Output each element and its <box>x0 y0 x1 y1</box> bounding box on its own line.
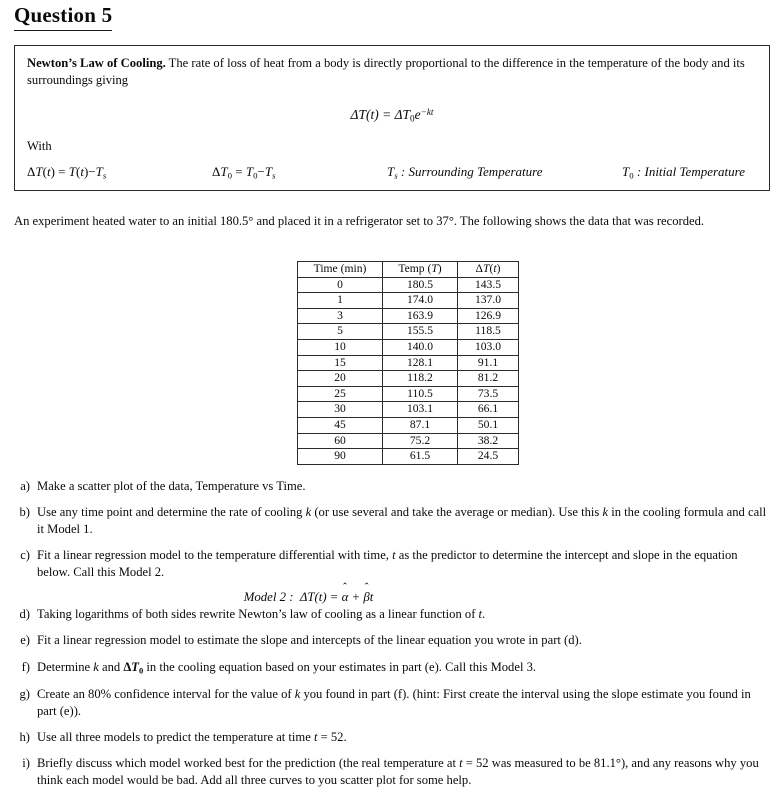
question-marker: a) <box>20 479 30 493</box>
table-row <box>298 371 519 387</box>
table-row <box>298 277 519 293</box>
cell-time: 30 <box>298 402 383 418</box>
definition-box <box>14 45 770 191</box>
cell-time: 10 <box>298 339 383 355</box>
table-row <box>298 386 519 402</box>
question-item <box>10 504 772 537</box>
question-text: Fit a linear regression model to estimate the slope and intercepts of the linear equation you wrote in part (d). <box>37 633 582 648</box>
question-item-row <box>10 755 772 788</box>
question-item-row <box>10 729 772 746</box>
with-label: With <box>27 139 52 154</box>
definition-initial-temp: $T_0$ : Initial Temperature <box>622 164 745 181</box>
table-body <box>298 277 519 464</box>
table-row <box>298 449 519 465</box>
cell-delta-t: 103.0 <box>458 339 519 355</box>
data-table-container <box>297 261 519 465</box>
cell-time: 3 <box>298 308 383 324</box>
question-item <box>10 547 772 605</box>
question-item <box>10 729 772 746</box>
cell-temp: 118.2 <box>383 371 458 387</box>
cell-time: 20 <box>298 371 383 387</box>
column-header-deltat: ΔT(t) <box>458 262 519 278</box>
question-item-row <box>10 686 772 719</box>
cell-temp: 61.5 <box>383 449 458 465</box>
cell-delta-t: 73.5 <box>458 386 519 402</box>
cell-temp: 155.5 <box>383 324 458 340</box>
question-text: Use all three models to predict the temperature at time t = 52. <box>37 729 347 744</box>
question-text: Briefly discuss which model worked best for the prediction (the real temperature at t = 52 was measured to be 81.1°), and any reasons why you think each model would be bad. Add all three curves to you scatter plot for some help. <box>37 756 759 787</box>
table-head <box>298 262 519 278</box>
cell-delta-t: 91.1 <box>458 355 519 371</box>
definition-lead-paragraph <box>27 55 757 89</box>
question-item-row <box>10 547 772 580</box>
column-header-time: Time (min) <box>298 262 383 278</box>
cell-time: 25 <box>298 386 383 402</box>
definition-delta-t0: $\Delta T_0 = T_0-T_s$ <box>212 164 276 181</box>
cell-delta-t: 143.5 <box>458 277 519 293</box>
cell-time: 60 <box>298 433 383 449</box>
question-item-row <box>10 632 772 649</box>
question-marker: h) <box>19 729 30 744</box>
table-row <box>298 402 519 418</box>
definition-heading: Newton’s Law of Cooling. <box>27 56 166 70</box>
question-text: Use any time point and determine the rate of cooling k (or use several and take the average or median). Use this k in the cooling formula and call it Model 1. <box>37 505 767 536</box>
question-text: Fit a linear regression model to the temperature differential with time, t as the predictor to determine the intercept and slope in the equation below. Call this Model 2. <box>37 548 738 579</box>
page-title: Question 5 <box>14 2 112 31</box>
cell-temp: 163.9 <box>383 308 458 324</box>
question-item-row <box>10 504 772 537</box>
table-row <box>298 293 519 309</box>
cell-time: 90 <box>298 449 383 465</box>
question-item-row <box>10 606 772 623</box>
cell-delta-t: 38.2 <box>458 433 519 449</box>
question-marker: f) <box>21 659 30 674</box>
question-item <box>10 606 772 623</box>
table-header-row <box>298 262 519 278</box>
table-row <box>298 324 519 340</box>
definition-surrounding-temp: $T_s$ : Surrounding Temperature <box>387 164 543 181</box>
cell-delta-t: 137.0 <box>458 293 519 309</box>
cell-time: 45 <box>298 417 383 433</box>
cell-time: 5 <box>298 324 383 340</box>
table-row <box>298 339 519 355</box>
question-marker: g) <box>19 686 30 701</box>
newton-cooling-equation-text: $\Delta T(t) = \Delta T_0e^{-kt}$ <box>350 106 434 124</box>
model-2-equation: Model 2 : ΔT(t) = α + βt <box>243 590 374 605</box>
cell-delta-t: 81.2 <box>458 371 519 387</box>
cell-temp: 103.1 <box>383 402 458 418</box>
cell-time: 1 <box>298 293 383 309</box>
cell-delta-t: 126.9 <box>458 308 519 324</box>
cell-temp: 128.1 <box>383 355 458 371</box>
question-text: Taking logarithms of both sides rewrite Newton’s law of cooling as a linear function of t. <box>37 607 486 622</box>
cell-temp: 110.5 <box>383 386 458 402</box>
question-marker: i) <box>22 756 30 771</box>
question-marker: b) <box>19 505 30 520</box>
newton-cooling-equation <box>27 107 757 124</box>
cell-delta-t: 50.1 <box>458 417 519 433</box>
definition-delta-t: $\Delta T(t) = T(t)-T_s$ <box>27 164 107 181</box>
table-row <box>298 308 519 324</box>
cell-temp: 174.0 <box>383 293 458 309</box>
question-item-row <box>10 659 772 677</box>
question-item <box>10 755 772 788</box>
cell-time: 15 <box>298 355 383 371</box>
intro-paragraph: An experiment heated water to an initial 180.5° and placed it in a refrigerator set to 37°. The following shows the data that was recorded. <box>14 214 705 228</box>
cell-delta-t: 66.1 <box>458 402 519 418</box>
question-marker: c) <box>20 548 30 563</box>
cell-time: 0 <box>298 277 383 293</box>
definition-symbols-row <box>27 164 757 180</box>
question-list <box>10 478 772 798</box>
question-item-row <box>10 478 772 495</box>
cell-temp: 75.2 <box>383 433 458 449</box>
question-marker: d) <box>19 607 30 622</box>
cell-delta-t: 24.5 <box>458 449 519 465</box>
definition-lead-text: The rate of loss of heat from a body is directly proportional to the difference in the temperature of the body and its surroundings giving <box>27 56 745 87</box>
question-text: Create an 80% confidence interval for the value of k you found in part (f). (hint: First create the interval using the slope estimate you found in part (e)). <box>37 686 751 718</box>
cooling-data-table <box>297 261 519 465</box>
table-row <box>298 417 519 433</box>
cell-temp: 140.0 <box>383 339 458 355</box>
column-header-temp: Temp (T) <box>383 262 458 278</box>
question-text: Make a scatter plot of the data, Temperature vs Time. <box>37 479 306 493</box>
question-item <box>10 632 772 649</box>
table-row <box>298 355 519 371</box>
question-item <box>10 659 772 677</box>
question-text: Determine k and $\Delta T_0$ in the cooling equation based on your estimates in part (e). Call this Model 3. <box>37 659 537 676</box>
question-marker: e) <box>20 633 30 648</box>
cell-temp: 180.5 <box>383 277 458 293</box>
question-item <box>10 478 772 495</box>
cell-delta-t: 118.5 <box>458 324 519 340</box>
question-item <box>10 686 772 719</box>
cell-temp: 87.1 <box>383 417 458 433</box>
table-row <box>298 433 519 449</box>
